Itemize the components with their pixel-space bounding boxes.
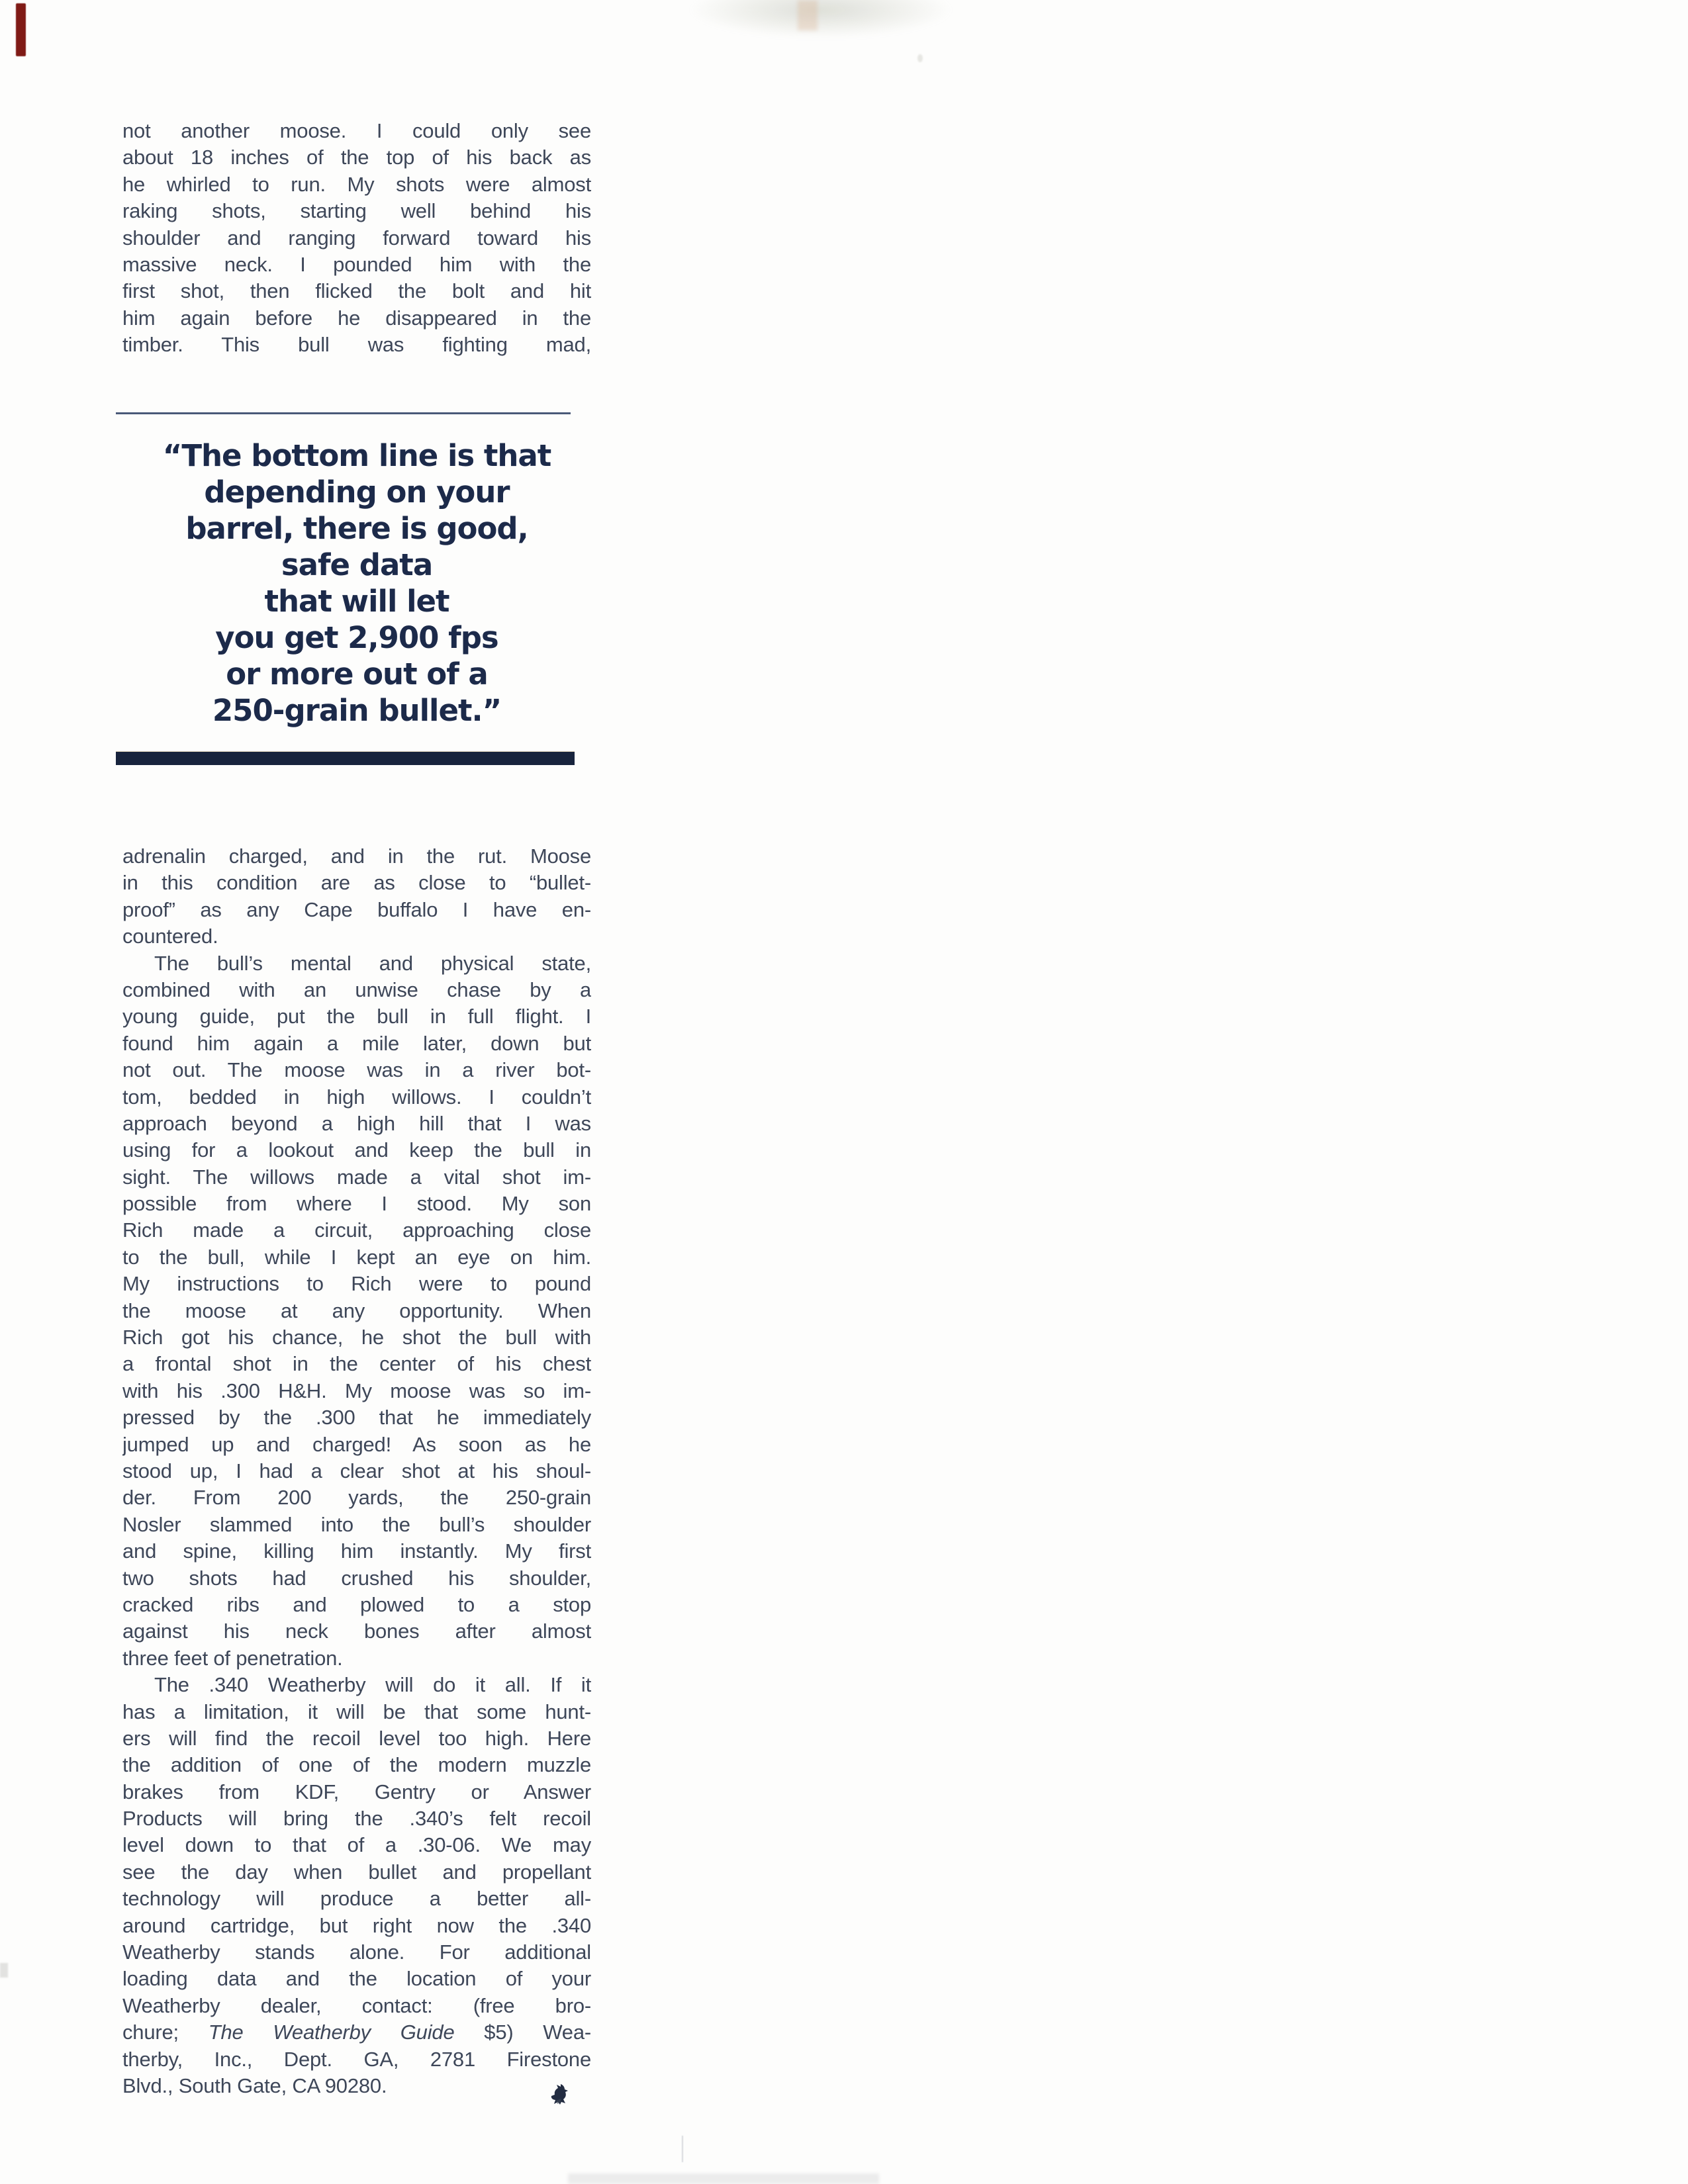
text-line: shoulder and ranging forward toward his [122,226,591,250]
pull-quote-line: or more out of a [226,657,488,692]
article-opening-paragraph [122,118,591,359]
text-line: proof” as any Cape buffalo I have en- [122,897,591,921]
text-line: cracked ribs and plowed to a stop [122,1592,591,1616]
scan-artifact-top-smudge [688,0,953,38]
text-line: der. From 200 yards, the 250-grain [122,1486,591,1510]
text-line: in this condition are as close to “bullet- [122,871,591,895]
text-line: Rich made a circuit, approaching close [122,1218,591,1242]
text-line: Weatherby stands alone. For additional [122,1940,591,1964]
text-line: brakes from KDF, Gentry or Answer [122,1780,591,1803]
text-line: two shots had crushed his shoulder, [122,1566,591,1590]
text-line: using for a lookout and keep the bull in [122,1138,591,1162]
text-line: young guide, put the bull in full flight. I [122,1005,591,1028]
text-line: found him again a mile later, down but [122,1031,591,1055]
text-line: the addition of one of the modern muzzle [122,1753,591,1777]
text-line: against his neck bones after almost [122,1619,591,1643]
text-line: The .340 Weatherby will do it all. If it [154,1673,591,1697]
text-line: Nosler slammed into the bull’s shoulder [122,1512,591,1536]
text-line: The bull’s mental and physical state, [154,951,591,975]
text-line: to the bull, while I kept an eye on him. [122,1245,591,1269]
text-line: first shot, then flicked the bolt and hit [122,279,591,303]
text-line: has a limitation, it will be that some hunt- [122,1700,591,1723]
text-line: countered. [122,925,218,948]
text-line: therby, Inc., Dept. GA, 2781 Firestone [122,2047,591,2071]
text-line: around cartridge, but right now the .340 [122,1913,591,1937]
text-line: ers will find the recoil level too high. Here [122,1726,591,1750]
text-line: not out. The moose was in a river bot- [122,1058,591,1082]
text-line: Rich got his chance, he shot the bull with [122,1326,591,1349]
end-of-article-icon [547,2083,571,2105]
text-line: pressed by the .300 that he immediately [122,1406,591,1430]
text-line: with his .300 H&H. My moose was so im- [122,1379,591,1402]
text-line: Blvd., South Gate, CA 90280. [122,2073,387,2097]
text-line: massive neck. I pounded him with the [122,252,591,276]
scan-artifact-warm-streak [798,0,818,30]
pull-quote-line: 250-grain bullet.” [212,693,502,728]
text-line: approach beyond a high hill that I was [122,1111,591,1135]
scan-artifact-bottom-band [568,2173,879,2184]
text-line: loading data and the location of your [122,1967,591,1991]
text-line: combined with an unwise chase by a [122,978,591,1001]
text-line: level down to that of a .30-06. We may [122,1833,591,1857]
scan-artifact-speck [917,54,923,62]
text-line: possible from where I stood. My son [122,1192,591,1216]
text-line: chure; The Weatherby Guide $5) Wea- [122,2021,591,2044]
text-line: sight. The willows made a vital shot im- [122,1165,591,1189]
scan-artifact-hairline [682,2136,683,2162]
italic-book-title: The Weatherby Guide [208,2021,455,2044]
text-line: My instructions to Rich were to pound [122,1272,591,1296]
pull-quote-line: “The bottom line is that [162,438,551,473]
text-line: three feet of penetration. [122,1646,343,1670]
text-line: timber. This bull was fighting mad, [122,333,591,357]
text-line: see the day when bullet and propellant [122,1860,591,1884]
text-line: adrenalin charged, and in the rut. Moose [122,844,591,868]
pull-quote-line: depending on your [204,475,510,510]
scan-artifact-red-strip [16,3,26,56]
text-line: Weatherby dealer, contact: (free bro- [122,1993,591,2017]
pull-quote-top-rule [116,412,571,414]
text-line: the moose at any opportunity. When [122,1298,591,1322]
text-line: raking shots, starting well behind his [122,199,591,223]
text-line: and spine, killing him instantly. My first [122,1539,591,1563]
pull-quote-line: you get 2,900 fps [215,620,498,655]
pull-quote-line: barrel, there is good, [185,511,528,546]
article-continued-paragraphs [122,843,591,2099]
text-line: not another moose. I could only see [122,119,591,142]
text-line: him again before he disappeared in the [122,306,591,330]
text-line: stood up, I had a clear shot at his shoul- [122,1459,591,1482]
pull-quote-line: safe data [281,547,433,582]
text-line: jumped up and charged! As soon as he [122,1432,591,1456]
text-line: technology will produce a better all- [122,1887,591,1911]
text-line: about 18 inches of the top of his back as [122,146,591,169]
text-line: tom, bedded in high willows. I couldn’t [122,1085,591,1109]
pull-quote [122,437,591,729]
text-line: Products will bring the .340’s felt recoil [122,1807,591,1831]
pull-quote-bottom-rule [116,752,575,765]
text-line: he whirled to run. My shots were almost [122,172,591,196]
scan-artifact-left-dash [0,1963,8,1978]
pull-quote-line: that will let [264,584,449,619]
text-line: a frontal shot in the center of his chest [122,1352,591,1376]
